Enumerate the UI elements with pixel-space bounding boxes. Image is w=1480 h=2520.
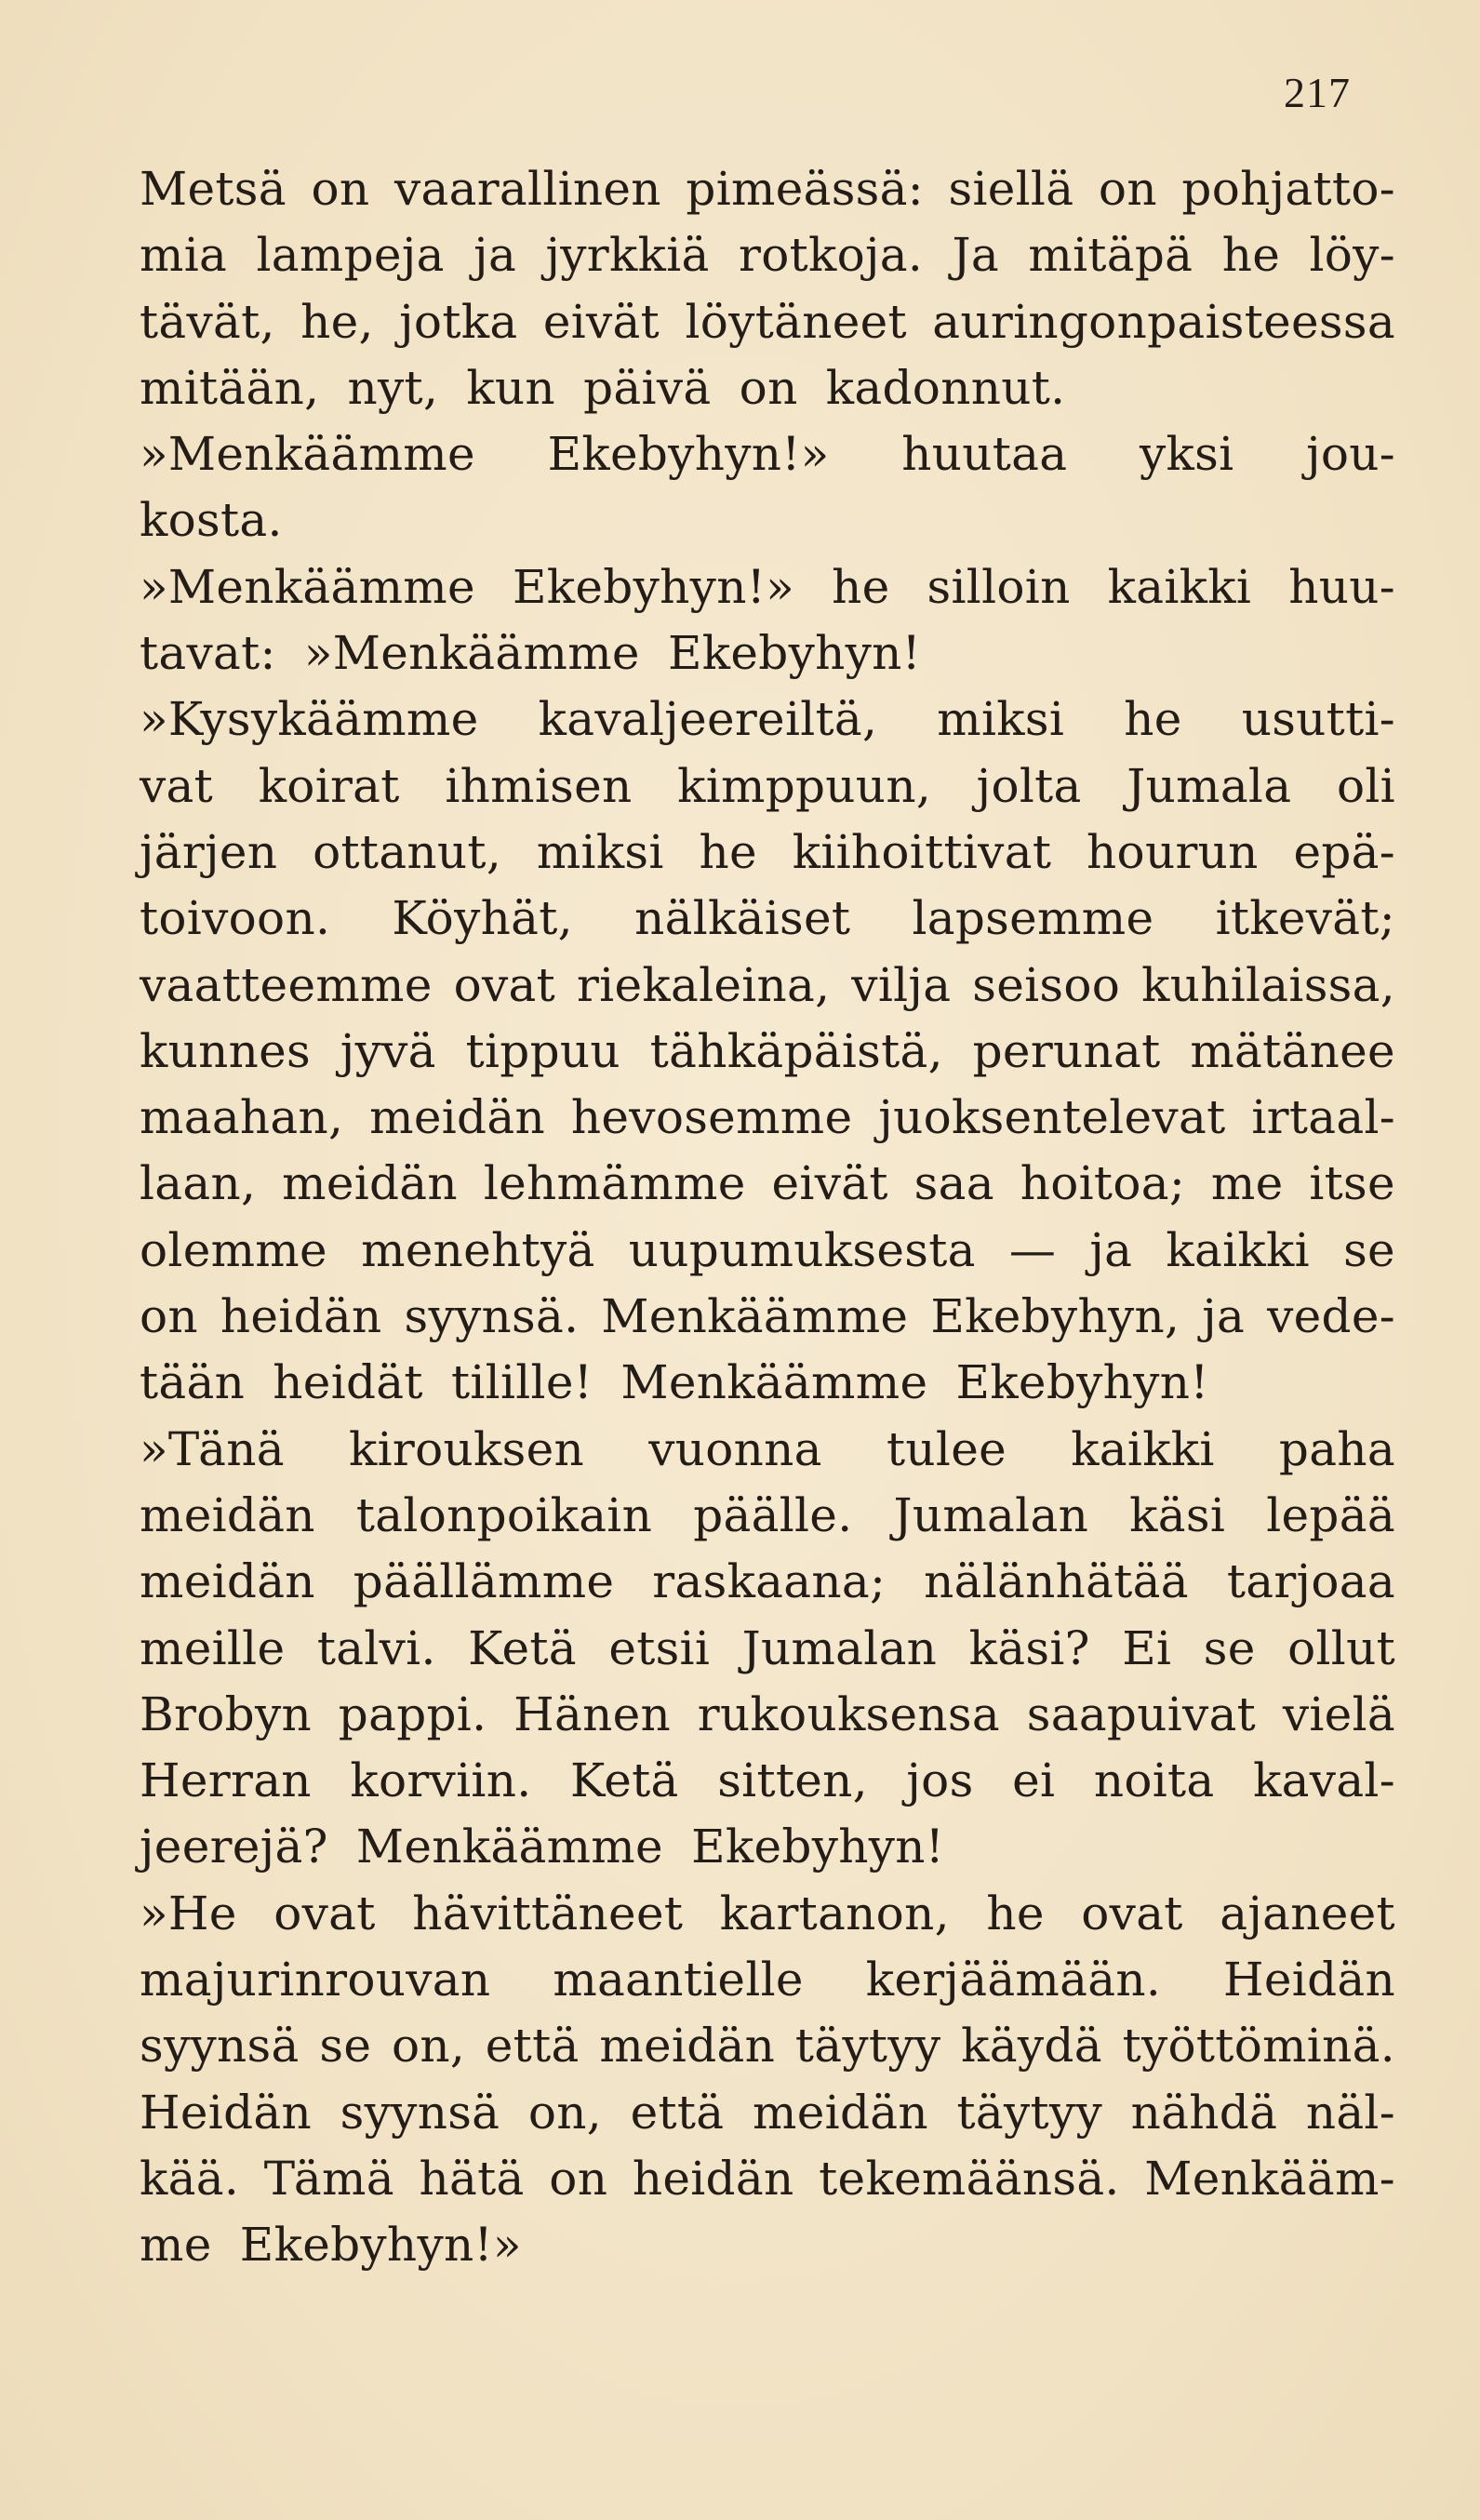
text-line xyxy=(140,1019,1395,1085)
text-word: pimeässä: xyxy=(686,162,924,216)
text-word: talvi. xyxy=(316,1620,436,1675)
text-word: maahan, xyxy=(140,1090,344,1145)
text-word: ovat xyxy=(273,1886,376,1940)
text-word: mätänee xyxy=(1190,1023,1395,1078)
text-word: on xyxy=(140,1289,198,1344)
text-word: Jumalan xyxy=(893,1487,1089,1542)
text-word: Herran xyxy=(140,1753,312,1808)
text-word: »Menkäämme xyxy=(140,559,475,614)
text-word: vuonna xyxy=(648,1421,822,1476)
text-word: kää. xyxy=(140,2151,240,2206)
text-word: Ekebyhyn, xyxy=(930,1289,1180,1344)
text-word: työttöminä. xyxy=(1122,2019,1395,2073)
text-word: rotkoja. xyxy=(739,228,924,283)
text-word: menehtyä xyxy=(361,1222,595,1277)
text-word: Menkääm- xyxy=(1144,2151,1395,2206)
text-word: Tämä xyxy=(263,2151,394,2206)
text-word: tippuu xyxy=(465,1023,620,1078)
text-word: eivät xyxy=(771,1156,888,1211)
text-word: uupumuksesta xyxy=(628,1222,976,1277)
text-word: ovat xyxy=(1081,1886,1183,1940)
text-word: — xyxy=(1008,1222,1057,1277)
text-word: kirouksen xyxy=(349,1421,584,1476)
text-word: vaatteemme xyxy=(140,957,433,1012)
text-word: käsi? xyxy=(968,1620,1090,1675)
text-line xyxy=(140,1151,1395,1217)
text-word: he xyxy=(1124,692,1182,747)
text-word: ei xyxy=(1012,1753,1056,1808)
text-word: ja xyxy=(1089,1222,1133,1277)
text-word: mitäpä xyxy=(1028,228,1193,283)
text-word: on xyxy=(311,162,370,216)
text-word: saa xyxy=(913,1156,994,1211)
text-word: eivät xyxy=(542,294,660,349)
text-word: he xyxy=(986,1886,1045,1940)
text-word: vede- xyxy=(1267,1289,1395,1344)
text-line xyxy=(140,2146,1395,2212)
text-word: meille xyxy=(140,1620,286,1675)
text-word: he xyxy=(1221,228,1281,283)
text-word: Ja xyxy=(952,228,999,283)
text-word: vilja xyxy=(851,957,952,1012)
text-word: sitten, xyxy=(717,1753,868,1808)
text-word: jou- xyxy=(1306,427,1395,482)
text-word: järjen xyxy=(140,824,278,879)
text-word: etsii xyxy=(608,1620,711,1675)
text-word: meidän xyxy=(753,2085,928,2140)
text-word: jyvä xyxy=(340,1023,436,1078)
text-line xyxy=(140,222,1395,288)
text-word: kaikki xyxy=(1071,1421,1215,1476)
text-line xyxy=(140,1549,1395,1615)
text-word: maantielle xyxy=(553,1953,804,2007)
text-line xyxy=(140,687,1395,753)
text-line xyxy=(140,289,1395,355)
text-line: me Ekebyhyn!» xyxy=(140,2218,522,2273)
text-word: Heidän xyxy=(140,2085,313,2140)
text-word: jos xyxy=(906,1753,974,1808)
text-word: hätä xyxy=(419,2151,525,2206)
text-line: mitään, nyt, kun päivä on kadonnut. xyxy=(140,360,1066,415)
text-word: miksi xyxy=(937,692,1065,747)
text-line xyxy=(140,953,1395,1019)
text-word: talonpoikain xyxy=(355,1487,653,1542)
text-line xyxy=(140,1218,1395,1284)
text-word: seisoo xyxy=(972,957,1121,1012)
text-word: »He xyxy=(140,1886,237,1940)
text-word: on xyxy=(549,2151,608,2206)
text-word: kiihoittivat xyxy=(792,824,1052,879)
text-word: ihmisen xyxy=(445,758,633,813)
text-line: jeerejä? Menkäämme Ekebyhyn! xyxy=(140,1820,945,1874)
text-word: käsi xyxy=(1129,1487,1226,1542)
text-word: irtaal- xyxy=(1251,1090,1395,1145)
text-word: lepää xyxy=(1266,1487,1395,1542)
text-word: Ekebyhyn!» xyxy=(513,559,794,614)
text-word: lehmämme xyxy=(483,1156,746,1211)
text-word: majurinrouvan xyxy=(140,1953,491,2007)
text-word: silloin xyxy=(927,559,1071,614)
text-word: ottanut, xyxy=(313,824,502,879)
text-word: Jumala xyxy=(1127,758,1292,813)
text-word: näl- xyxy=(1305,2085,1395,2140)
text-word: päällämme xyxy=(353,1554,615,1609)
text-word: tävät, xyxy=(140,294,275,349)
text-word: siellä xyxy=(948,162,1074,216)
text-word: lapsemme xyxy=(912,891,1154,946)
text-line xyxy=(140,1947,1395,2013)
text-word: jolta xyxy=(976,758,1082,813)
text-word: jyrkkiä xyxy=(545,228,710,283)
text-word: tekemäänsä. xyxy=(819,2151,1120,2206)
text-word: perunat xyxy=(972,1023,1161,1078)
text-word: Köyhät, xyxy=(392,891,573,946)
text-word: »Kysykäämme xyxy=(140,692,479,747)
text-word: heidän xyxy=(220,1289,382,1344)
text-word: kaikki xyxy=(1107,559,1252,614)
text-word: Ketä xyxy=(468,1620,577,1675)
text-word: toivoon. xyxy=(140,891,331,946)
text-word: vat xyxy=(140,758,214,813)
text-word: Brobyn xyxy=(140,1687,313,1741)
text-word: nähdä xyxy=(1130,2085,1278,2140)
text-word: ja xyxy=(473,228,517,283)
text-line xyxy=(140,886,1395,952)
text-word: Ketä xyxy=(569,1753,679,1808)
text-word: Metsä xyxy=(140,162,287,216)
text-word: löytäneet xyxy=(685,294,907,349)
text-line: kosta. xyxy=(140,493,283,548)
text-word: lampeja xyxy=(256,228,445,283)
text-word: pappi. xyxy=(338,1687,487,1741)
text-word: tarjoaa xyxy=(1226,1554,1395,1609)
text-word: ovat xyxy=(453,957,556,1012)
text-word: noita xyxy=(1093,1753,1215,1808)
text-word: he, xyxy=(300,294,374,349)
text-word: he xyxy=(832,559,890,614)
text-word: on, xyxy=(391,2019,466,2073)
text-word: tähkäpäistä, xyxy=(649,1023,943,1078)
text-word: vielä xyxy=(1282,1687,1395,1741)
text-word: oli xyxy=(1336,758,1395,813)
text-word: huu- xyxy=(1288,559,1395,614)
text-word: miksi xyxy=(536,824,664,879)
text-word: koirat xyxy=(258,758,400,813)
text-word: löy- xyxy=(1309,228,1395,283)
text-word: itse xyxy=(1309,1156,1395,1211)
text-word: raskaana; xyxy=(652,1554,887,1609)
text-word: rukouksensa xyxy=(697,1687,1000,1741)
text-line: tavat: »Menkäämme Ekebyhyn! xyxy=(140,626,922,681)
text-line xyxy=(140,421,1395,487)
text-word: juoksentelevat xyxy=(878,1090,1226,1145)
text-line xyxy=(140,820,1395,886)
text-word: vaarallinen xyxy=(393,162,661,216)
text-line xyxy=(140,753,1395,820)
text-line xyxy=(140,1748,1395,1814)
page-number: 217 xyxy=(1284,69,1351,116)
text-line xyxy=(140,2013,1395,2079)
text-line xyxy=(140,1483,1395,1549)
text-word: syynsä. xyxy=(404,1289,580,1344)
text-word: saapuivat xyxy=(1026,1687,1257,1741)
text-word: Heidän xyxy=(1222,1953,1395,2007)
text-word: »Tänä xyxy=(140,1421,285,1476)
text-line: tään heidät tilille! Menkäämme Ekebyhyn! xyxy=(140,1355,1209,1410)
text-word: kavaljeereiltä, xyxy=(538,692,878,747)
text-word: nälänhätää xyxy=(924,1554,1189,1609)
text-word: että xyxy=(485,2019,580,2073)
text-word: se xyxy=(1203,1620,1256,1675)
text-word: me xyxy=(1210,1156,1284,1211)
text-word: tulee xyxy=(887,1421,1007,1476)
text-word: ollut xyxy=(1287,1620,1395,1675)
text-word: Jumalan xyxy=(741,1620,938,1675)
text-word: huutaa xyxy=(901,427,1068,482)
text-word: auringonpaisteessa xyxy=(932,294,1395,349)
text-word: kimppuun, xyxy=(677,758,932,813)
text-word: meidän xyxy=(282,1156,458,1211)
text-word: Ekebyhyn!» xyxy=(547,427,830,482)
text-word: yksi xyxy=(1140,427,1234,482)
text-line xyxy=(140,2080,1395,2146)
text-line xyxy=(140,1284,1395,1350)
text-line xyxy=(140,554,1395,620)
text-word: kartanon, xyxy=(719,1886,950,1940)
text-word: he xyxy=(699,824,757,879)
text-word: kaval- xyxy=(1253,1753,1395,1808)
text-word: hourun xyxy=(1087,824,1259,879)
text-word: kerjäämään. xyxy=(865,1953,1162,2007)
text-line xyxy=(140,156,1395,222)
text-word: meidän xyxy=(140,1554,315,1609)
book-page xyxy=(140,63,1395,2482)
text-word: käydä xyxy=(961,2019,1102,2073)
text-word: ja xyxy=(1202,1289,1246,1344)
text-word: paha xyxy=(1278,1421,1395,1476)
text-word: nälkäiset xyxy=(634,891,851,946)
text-word: täytyy xyxy=(794,2019,941,2073)
text-word: olemme xyxy=(140,1222,327,1277)
text-line xyxy=(140,1417,1395,1483)
text-word: kuhilaissa, xyxy=(1141,957,1395,1012)
text-word: »Menkäämme xyxy=(140,427,475,482)
text-word: hävittäneet xyxy=(412,1886,684,1940)
text-word: Ei xyxy=(1122,1620,1172,1675)
text-word: syynsä xyxy=(140,2019,300,2073)
text-word: riekaleina, xyxy=(576,957,831,1012)
text-word: on, xyxy=(527,2085,602,2140)
text-word: kaikki xyxy=(1166,1222,1310,1277)
text-word: ajaneet xyxy=(1220,1886,1395,1940)
text-word: Menkäämme xyxy=(601,1289,909,1344)
text-word: korviin. xyxy=(350,1753,532,1808)
text-word: epä- xyxy=(1293,824,1395,879)
text-word: heidän xyxy=(632,2151,794,2206)
text-word: kunnes xyxy=(140,1023,311,1078)
text-word: että xyxy=(630,2085,725,2140)
text-line xyxy=(140,1881,1395,1947)
text-word: se xyxy=(1343,1222,1395,1277)
text-word: pohjatto- xyxy=(1181,162,1395,216)
body-text xyxy=(140,156,1395,2279)
text-word: meidän xyxy=(369,1090,545,1145)
text-word: täytyy xyxy=(956,2085,1103,2140)
text-word: on xyxy=(1098,162,1157,216)
text-word: se xyxy=(319,2019,372,2073)
text-word: itkevät; xyxy=(1215,891,1395,946)
text-line xyxy=(140,1682,1395,1748)
text-word: usutti- xyxy=(1241,692,1395,747)
text-word: mia xyxy=(140,228,228,283)
text-word: Hänen xyxy=(513,1687,671,1741)
text-word: hevosemme xyxy=(570,1090,853,1145)
text-word: päälle. xyxy=(693,1487,853,1542)
text-line xyxy=(140,1616,1395,1682)
text-word: syynsä xyxy=(340,2085,500,2140)
text-word: hoitoa; xyxy=(1020,1156,1185,1211)
text-word: meidän xyxy=(140,1487,315,1542)
text-word: jotka xyxy=(399,294,518,349)
text-word: laan, xyxy=(140,1156,257,1211)
text-line xyxy=(140,1085,1395,1151)
text-word: meidän xyxy=(599,2019,776,2073)
